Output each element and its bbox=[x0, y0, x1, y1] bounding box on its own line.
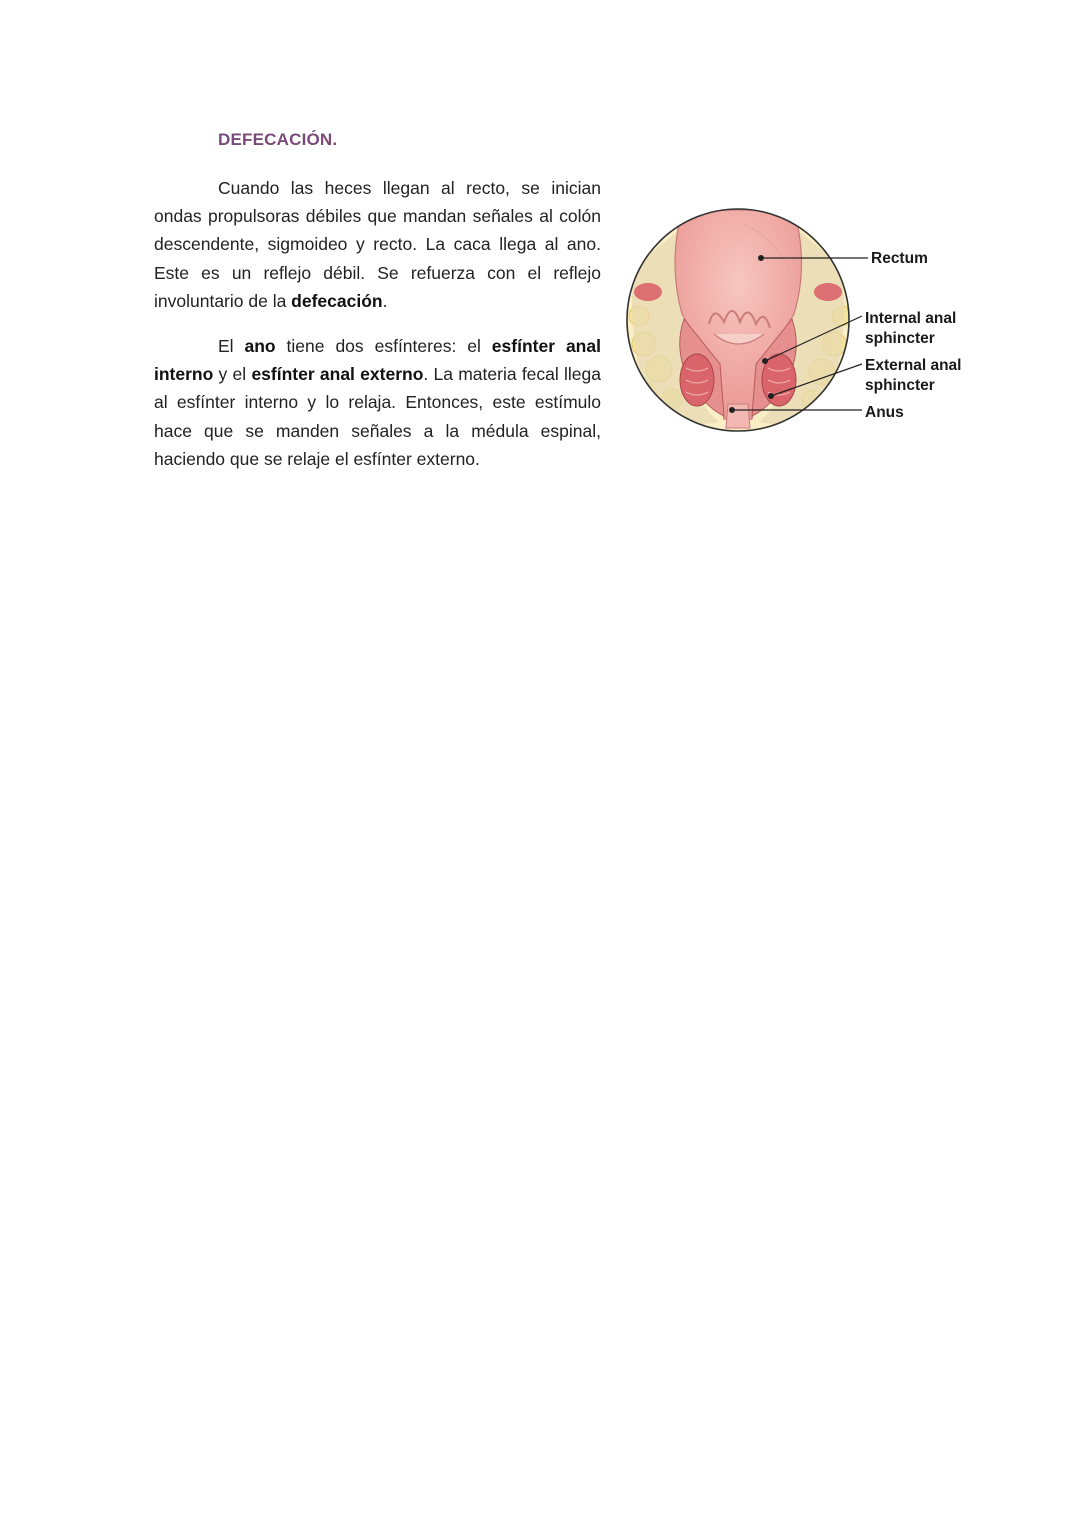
label-external-line2: sphincter bbox=[865, 377, 935, 394]
anorectal-anatomy-figure bbox=[624, 204, 984, 436]
paragraph2-bold-ano: ano bbox=[244, 336, 276, 356]
paragraph2-text-1: El bbox=[218, 336, 245, 356]
paragraph2-text-4: . La materia fecal llega al esfínter interno y lo relaja. Entonces, este estímulo hace que se manden señales a la médula espinal, haciendo que se relaje el esfínter externo. bbox=[154, 364, 602, 469]
section-heading: DEFECACIÓN. bbox=[218, 130, 338, 149]
paragraph2-text-3: y el bbox=[213, 364, 252, 385]
paragraph2-bold-external-sphincter: esfínter anal externo bbox=[251, 364, 424, 385]
label-internal-anal-sphincter bbox=[865, 309, 956, 349]
label-internal-line1: Internal anal bbox=[865, 310, 957, 327]
paragraph1-text-b: . bbox=[382, 290, 388, 311]
label-external-line1: External anal bbox=[865, 357, 962, 374]
paragraph2-text-2: tiene dos esfínteres: el bbox=[275, 336, 492, 356]
paragraph-rectum-reflex bbox=[154, 174, 601, 315]
paragraph-anal-sphincters bbox=[154, 332, 601, 473]
paragraph2-bold-internal-sphincter: esfínter anal interno bbox=[154, 336, 601, 385]
label-anus: Anus bbox=[865, 404, 904, 421]
paragraph1-bold-defecacion: defecación bbox=[291, 290, 383, 311]
label-internal-line2: sphincter bbox=[865, 330, 935, 347]
label-rectum: Rectum bbox=[871, 250, 928, 267]
label-external-anal-sphincter bbox=[865, 356, 962, 396]
paragraph1-text-a: Cuando las heces llegan al recto, se inician ondas propulsoras débiles que mandan señales al colón descendente, sigmoideo y recto. La caca llega al ano. Este es un reflejo débil. Se refuerza con el reflejo involuntario de la bbox=[154, 178, 601, 311]
